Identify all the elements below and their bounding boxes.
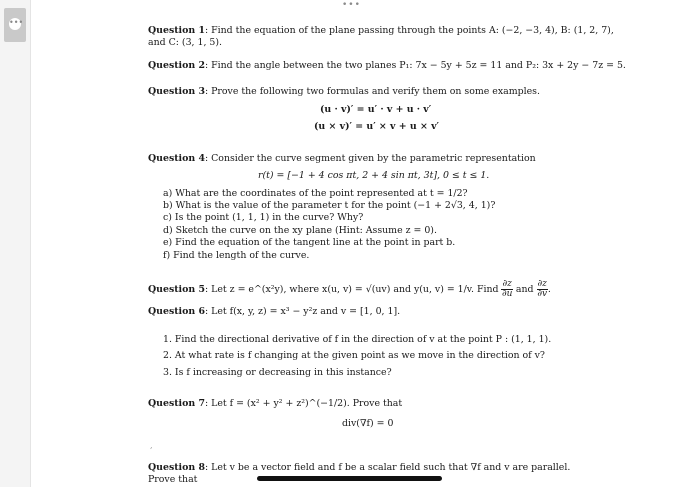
question-8-text: : Let v be a vector field and f be a scalar field such that ∇f and v are parallel. [204, 462, 571, 473]
question-3-formula-2: (u × v)′ = u′ × v + u × v′ [314, 121, 439, 132]
question-4-part-e: e) Find the equation of the tangent line at the point in part b. [163, 237, 456, 248]
page-marker: , [150, 441, 153, 450]
question-5-end: . [547, 284, 551, 295]
dz-dv-numerator: ∂z [537, 279, 547, 289]
question-2-label: Question 2 [148, 60, 205, 71]
question-8-line2: Prove that [148, 474, 198, 485]
question-3-formula-1: (u · v)′ = u′ · v + u · v′ [320, 104, 432, 115]
question-6-item-1: 1. Find the directional derivative of f in the direction of v at the point P : (1, 1, 1). [163, 334, 552, 345]
document-thumbnail-icon: ••• [9, 18, 21, 30]
question-6 [148, 306, 400, 318]
question-7 [148, 398, 402, 410]
question-6-item-2: 2. At what rate is f changing at the given point as we move in the direction of v? [163, 350, 545, 361]
question-4-part-d: d) Sketch the curve on the xy plane (Hint: Assume z = 0). [163, 225, 437, 236]
home-indicator[interactable] [257, 476, 442, 481]
question-4-part-b: b) What is the value of the parameter t for the point (−1 + 2√3, 4, 1)? [163, 200, 496, 211]
question-4-text: : Consider the curve segment given by the parametric representation [204, 153, 536, 164]
question-1 [148, 25, 614, 37]
question-6-label: Question 6 [148, 306, 205, 317]
question-3 [148, 86, 540, 98]
dz-dv-denominator: ∂v [537, 289, 548, 299]
dz-dv-fraction [537, 280, 548, 299]
question-7-label: Question 7 [148, 398, 205, 409]
question-5-text: : Let z = e^(x²y), where x(u, v) = √(uv) and y(u, v) = 1/v. Find [204, 284, 499, 295]
question-4-part-a: a) What are the coordinates of the point represented at t = 1/2? [163, 188, 468, 199]
dz-du-numerator: ∂z [502, 279, 512, 289]
question-5-and: and [515, 284, 534, 295]
dz-du-denominator: ∂u [501, 289, 513, 299]
question-1-text: : Find the equation of the plane passing through the points A: (−2, −3, 4), B: (1, 2, 7), [204, 25, 614, 36]
page-thumbnail[interactable] [4, 8, 26, 42]
dz-du-fraction [501, 280, 512, 299]
question-1-line2: and C: (3, 1, 5). [148, 37, 223, 48]
question-5 [148, 279, 551, 301]
question-1-label: Question 1 [148, 25, 205, 36]
more-options-icon[interactable]: ••• [342, 0, 361, 10]
question-7-text: : Let f = (x² + y² + z²)^(−1/2). Prove that [204, 398, 403, 409]
question-4 [148, 153, 536, 165]
question-4-part-f: f) Find the length of the curve. [163, 250, 310, 261]
question-2-text: : Find the angle between the two planes P₁: 7x − 5y + 5z = 11 and P₂: 3x + 2y − 7z = 5. [204, 60, 626, 71]
question-4-equation: r(t) = [−1 + 4 cos πt, 2 + 4 sin πt, 3t], 0 ≤ t ≤ 1. [258, 170, 490, 181]
question-3-label: Question 3 [148, 86, 205, 97]
question-4-part-c: c) Is the point (1, 1, 1) in the curve? Why? [163, 212, 364, 223]
question-7-formula: div(∇f) = 0 [342, 418, 394, 429]
question-8-label: Question 8 [148, 462, 205, 473]
question-8 [148, 462, 570, 474]
question-6-text: : Let f(x, y, z) = x³ − y²z and v = [1, 0, 1]. [204, 306, 401, 317]
question-2 [148, 60, 626, 72]
thumbnail-sidebar [0, 0, 31, 487]
question-4-label: Question 4 [148, 153, 205, 164]
question-5-label: Question 5 [148, 284, 205, 295]
question-6-item-3: 3. Is f increasing or decreasing in this instance? [163, 367, 392, 378]
question-3-text: : Prove the following two formulas and verify them on some examples. [204, 86, 540, 97]
